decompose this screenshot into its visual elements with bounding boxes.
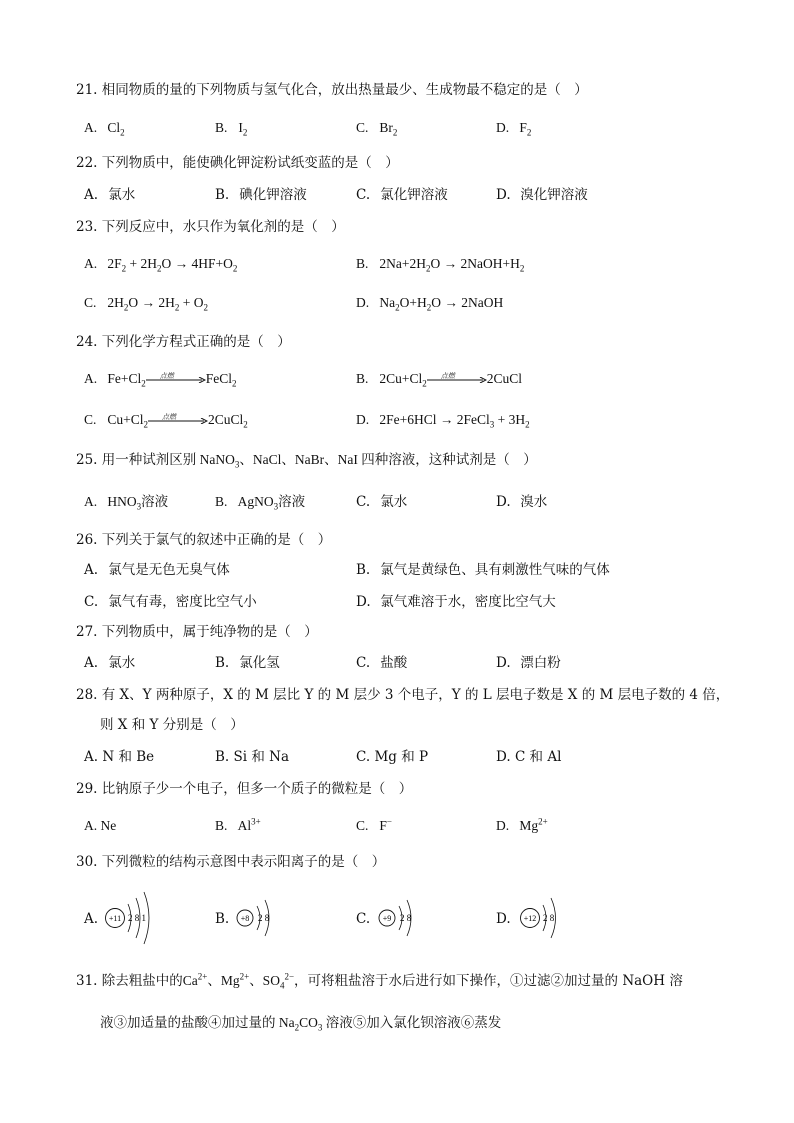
- q29-option-b[interactable]: B. $Al^{3+}$: [215, 816, 261, 833]
- equation: $Cu+Cl_2$ 点燃 2CuCl$_2$: [107, 412, 248, 430]
- q26-option-d[interactable]: D. 氯气难溶于水，密度比空气大: [356, 594, 556, 610]
- question-21-stem: 21. 相同物质的量的下列物质与氢气化合，放出热量最少、生成物最不稳定的是（ ）: [76, 82, 588, 98]
- question-26-stem: 26. 下列关于氯气的叙述中正确的是（ ）: [76, 532, 332, 548]
- q27-option-d[interactable]: D. 漂白粉: [496, 655, 561, 671]
- question-31-stem: 31. 除去粗盐中的$Ca^{2+}$、$Mg^{2+}$、$SO_4^{2-}$，可将粗盐溶于水后进行如下操作，①过滤②加过量的 NaOH 溶: [76, 971, 683, 991]
- q23-option-b[interactable]: B. $2Na+2H_2O$ → $2NaOH+H_2$: [356, 256, 525, 274]
- q28-option-a[interactable]: A. N 和 Be: [84, 749, 155, 765]
- q22-option-b[interactable]: B. 碘化钾溶液: [215, 187, 307, 203]
- q28-option-b[interactable]: B. Si 和 Na: [215, 749, 290, 765]
- q22-option-d[interactable]: D. 溴化钾溶液: [496, 187, 588, 203]
- q24-option-b[interactable]: B. $2Cu+Cl_2$ 点燃 2CuCl: [356, 371, 523, 389]
- q30-option-b-label[interactable]: B.: [215, 911, 230, 927]
- q29-option-a[interactable]: A. Ne: [84, 818, 117, 833]
- reaction-arrow: 点燃: [148, 410, 208, 430]
- reaction-arrow: 点燃: [427, 369, 487, 389]
- q22-option-a[interactable]: A. 氯水: [84, 187, 136, 203]
- equation: 2Fe+6HCl → 2FeCl$_3$ + $3H_2$: [379, 412, 530, 430]
- q23-option-c[interactable]: C. $2H_2O \to 2H_2 + O_2$: [84, 295, 208, 313]
- shell-electrons: 2 8: [543, 913, 555, 923]
- q23-option-d[interactable]: D. $Na_2O+H_2O$ → 2NaOH: [356, 295, 504, 313]
- ion-list: $Ca^{2+}$、$Mg^{2+}$、$SO_4^{2-}$: [182, 971, 295, 991]
- q28-option-d[interactable]: D. C 和 Al: [496, 749, 562, 765]
- atom-structure-diagram-d: [519, 892, 567, 944]
- question-22-stem: 22. 下列物质中，能使碘化钾淀粉试纸变蓝的是（ ）: [76, 155, 399, 171]
- q30-option-a-label[interactable]: A.: [84, 911, 99, 927]
- q27-option-a[interactable]: A. 氯水: [84, 655, 136, 671]
- question-24-stem: 24. 下列化学方程式正确的是（ ）: [76, 334, 291, 350]
- shell-electrons: 2 8: [258, 913, 270, 923]
- shell-electrons: 2 8: [400, 913, 412, 923]
- q24-option-a[interactable]: A. $Fe+Cl_2$ 点燃 FeCl$_2$: [84, 371, 237, 389]
- q29-option-d[interactable]: D. $Mg^{2+}$: [496, 816, 548, 833]
- arrow-icon: [148, 418, 208, 424]
- q21-option-d[interactable]: D. $F_2$: [496, 120, 532, 138]
- q25-option-a[interactable]: A. $HNO_3$溶液: [84, 494, 169, 512]
- nucleus-charge: +8: [240, 914, 250, 923]
- q25-option-c[interactable]: C. 氯水: [356, 494, 408, 510]
- q21-option-b[interactable]: B. $I_2$: [215, 120, 248, 138]
- question-28-stem-line2: 则 X 和 Y 分别是（ ）: [100, 717, 244, 733]
- equation: $2F_2 + 2H_2O \to 4HF+O_2$: [107, 256, 238, 274]
- nucleus-charge: +11: [108, 914, 122, 923]
- equation: $2Cu+Cl_2$ 点燃 2CuCl: [379, 371, 523, 389]
- q21-option-c[interactable]: C. $Br_2$: [356, 120, 398, 138]
- q26-option-a[interactable]: A. 氯气是无色无臭气体: [84, 562, 230, 578]
- reagent-formula: $Na_2CO_3$: [275, 1015, 323, 1033]
- q23-option-a[interactable]: A. $2F_2 + 2H_2O \to 4HF+O_2$: [84, 256, 238, 274]
- question-28-stem: 28. 有 X、Y 两种原子，X 的 M 层比 Y 的 M 层少 3 个电子，Y 的 L 层电子数是 X 的 M 层电子数的 4 倍，: [76, 687, 730, 703]
- equation: $Fe+Cl_2$ 点燃 FeCl$_2$: [107, 371, 237, 389]
- shell-electrons: 2 8 1: [128, 913, 146, 923]
- q27-option-c[interactable]: C. 盐酸: [356, 655, 408, 671]
- question-29-stem: 29. 比钠原子少一个电子，但多一个质子的微粒是（ ）: [76, 781, 413, 797]
- reagent-list: NaNO$_3$、NaCl、NaBr、NaI: [196, 452, 362, 470]
- nucleus-charge: +12: [523, 914, 537, 923]
- q25-option-b[interactable]: B. AgNO$_3$溶液: [215, 494, 306, 512]
- atom-structure-diagram-b: [236, 894, 280, 942]
- nucleus-charge: +9: [382, 914, 392, 923]
- reaction-arrow: 点燃: [146, 369, 206, 389]
- q24-option-d[interactable]: D. 2Fe+6HCl → 2FeCl$_3$ + $3H_2$: [356, 412, 530, 430]
- atom-structure-diagram-c: [378, 894, 422, 942]
- q28-option-c[interactable]: C. Mg 和 P: [356, 749, 429, 765]
- arrow-icon: [427, 377, 487, 383]
- q22-option-c[interactable]: C. 氯化钾溶液: [356, 187, 448, 203]
- question-30-stem: 30. 下列微粒的结构示意图中表示阳离子的是（ ）: [76, 854, 386, 870]
- equation: $Na_2O+H_2O$ → 2NaOH: [379, 295, 504, 313]
- arrow-icon: [146, 377, 206, 383]
- equation: $2H_2O \to 2H_2 + O_2$: [107, 295, 208, 313]
- q25-option-d[interactable]: D. 溴水: [496, 494, 548, 510]
- q30-option-c-label[interactable]: C.: [356, 911, 371, 927]
- q26-option-b[interactable]: B. 氯气是黄绿色、具有刺激性气味的气体: [356, 562, 610, 578]
- question-25-stem: 25. 用一种试剂区别 NaNO$_3$、NaCl、NaBr、NaI 四种溶液，这种试剂是（ ）: [76, 452, 537, 470]
- question-23-stem: 23. 下列反应中，水只作为氧化剂的是（ ）: [76, 219, 345, 235]
- question-31-stem-line2: 液③加适量的盐酸④加过量的 $Na_2CO_3$ 溶液⑤加入氯化钡溶液⑥蒸发: [100, 1015, 502, 1033]
- atom-structure-diagram-a: [104, 890, 162, 946]
- q26-option-c[interactable]: C. 氯气有毒，密度比空气小: [84, 594, 257, 610]
- q29-option-c[interactable]: C. F−: [356, 816, 392, 833]
- q27-option-b[interactable]: B. 氯化氢: [215, 655, 280, 671]
- q30-option-d-label[interactable]: D.: [496, 911, 511, 927]
- q24-option-c[interactable]: C. $Cu+Cl_2$ 点燃 2CuCl$_2$: [84, 412, 248, 430]
- equation: $2Na+2H_2O$ → $2NaOH+H_2$: [379, 256, 525, 274]
- q21-option-a[interactable]: A. $Cl_2$: [84, 120, 125, 138]
- question-27-stem: 27. 下列物质中，属于纯净物的是（ ）: [76, 624, 318, 640]
